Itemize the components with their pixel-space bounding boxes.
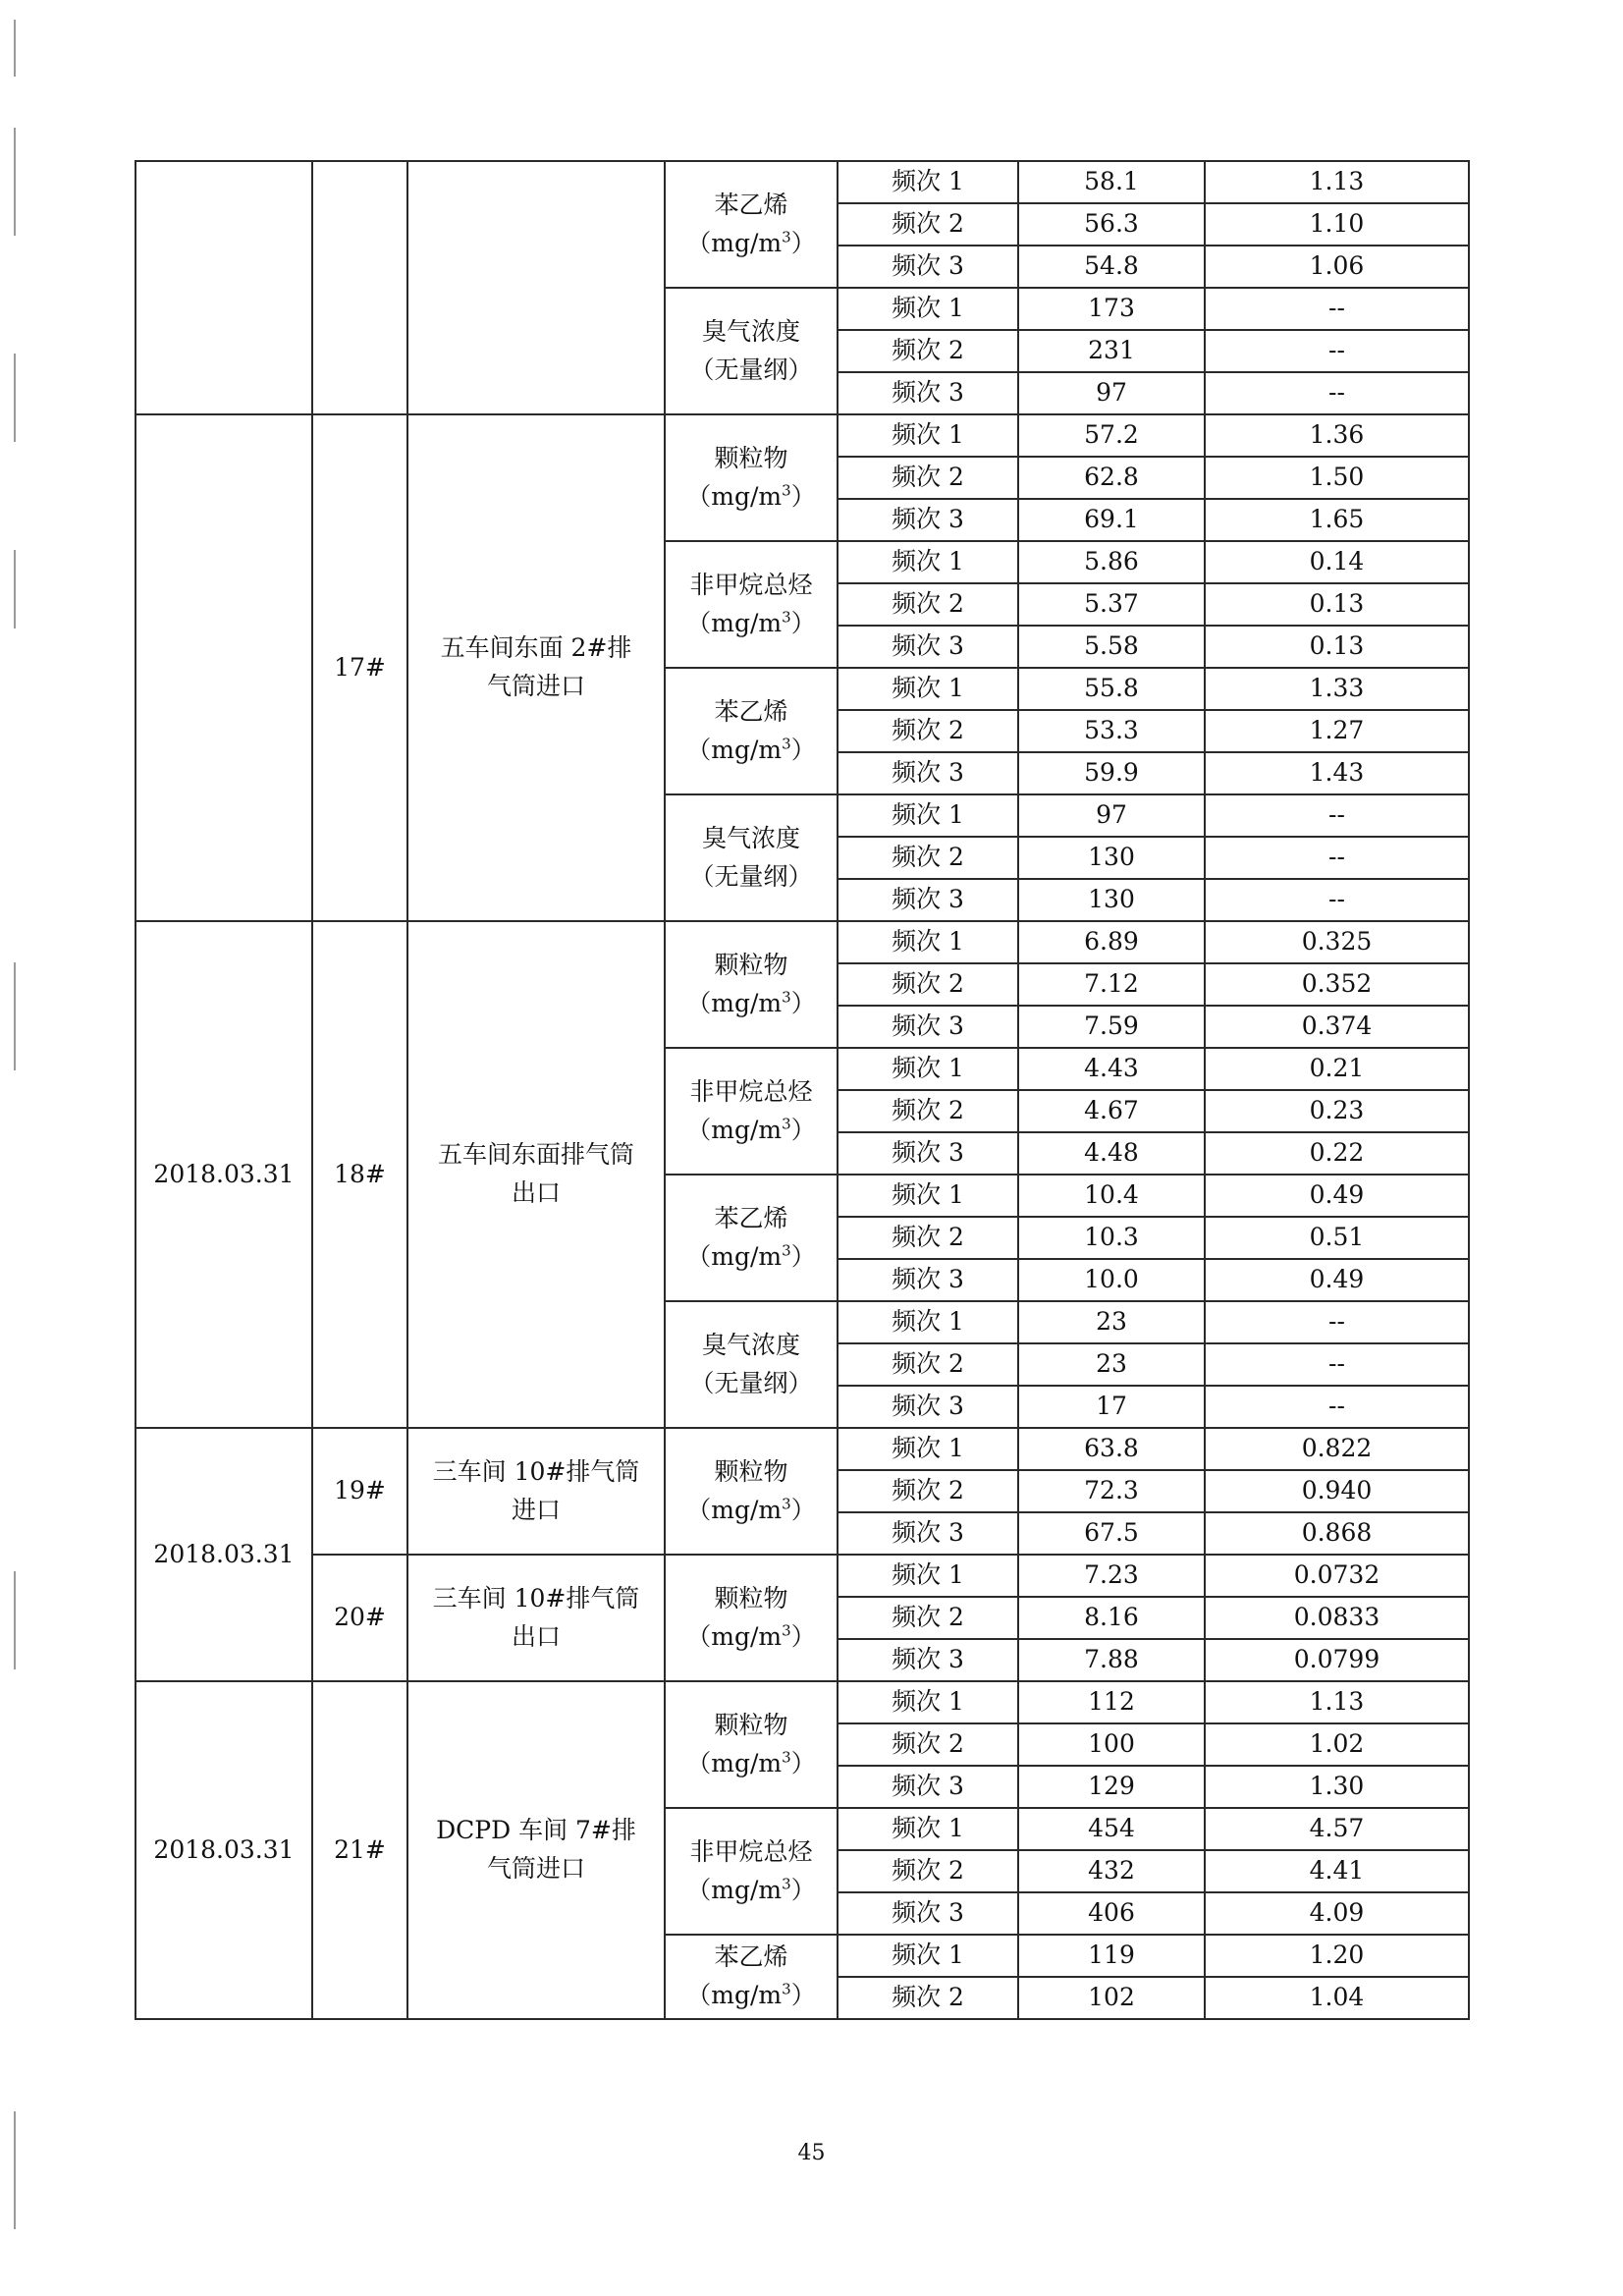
location-cell: 三车间 10#排气筒出口 — [407, 1555, 665, 1681]
emission-rate-cell: -- — [1205, 837, 1469, 879]
emission-rate-cell: 1.50 — [1205, 457, 1469, 499]
frequency-cell: 频次 1 — [838, 541, 1018, 583]
frequency-cell: 频次 2 — [838, 1723, 1018, 1766]
frequency-cell: 频次 2 — [838, 330, 1018, 372]
concentration-cell: 130 — [1018, 837, 1205, 879]
emission-rate-cell: 0.13 — [1205, 626, 1469, 668]
pollutant-cell: 颗粒物 $(mg/m^3)$ — [665, 921, 838, 1048]
pollutant-cell: 非甲烷总烃 $(mg/m^3)$ — [665, 1048, 838, 1175]
date-cell: 2018.03.31 — [135, 921, 312, 1428]
emission-rate-cell: -- — [1205, 372, 1469, 414]
concentration-cell: 231 — [1018, 330, 1205, 372]
scan-edge-mark — [14, 128, 16, 236]
concentration-cell: 100 — [1018, 1723, 1205, 1766]
frequency-cell: 频次 3 — [838, 879, 1018, 921]
concentration-cell: 63.8 — [1018, 1428, 1205, 1470]
pollutant-cell: 颗粒物 $(mg/m^3)$ — [665, 1681, 838, 1808]
frequency-cell: 频次 2 — [838, 1850, 1018, 1892]
pollutant-cell: 臭气浓度 （无量纲） — [665, 794, 838, 921]
location-cell: DCPD 车间 7#排气筒进口 — [407, 1681, 665, 2019]
frequency-cell: 频次 1 — [838, 794, 1018, 837]
concentration-cell: 56.3 — [1018, 203, 1205, 246]
table-row — [135, 921, 1469, 963]
point-id-cell: 19# — [312, 1428, 407, 1555]
table-row — [135, 1555, 1469, 1597]
concentration-cell: 59.9 — [1018, 752, 1205, 794]
concentration-cell: 8.16 — [1018, 1597, 1205, 1639]
emission-rate-cell: 4.57 — [1205, 1808, 1469, 1850]
frequency-cell: 频次 2 — [838, 1977, 1018, 2019]
emission-rate-cell: 0.374 — [1205, 1006, 1469, 1048]
table-row — [135, 414, 1469, 457]
frequency-cell: 频次 1 — [838, 1175, 1018, 1217]
point-id-cell: 21# — [312, 1681, 407, 2019]
frequency-cell: 频次 3 — [838, 372, 1018, 414]
date-cell — [135, 414, 312, 921]
concentration-cell: 7.12 — [1018, 963, 1205, 1006]
frequency-cell: 频次 1 — [838, 1935, 1018, 1977]
scan-edge-mark — [14, 962, 16, 1070]
frequency-cell: 频次 1 — [838, 1681, 1018, 1723]
concentration-cell: 62.8 — [1018, 457, 1205, 499]
pollutant-cell: 非甲烷总烃 $(mg/m^3)$ — [665, 1808, 838, 1935]
concentration-cell: 173 — [1018, 288, 1205, 330]
emission-rate-cell: 1.13 — [1205, 1681, 1469, 1723]
concentration-cell: 7.88 — [1018, 1639, 1205, 1681]
emission-rate-cell: 4.41 — [1205, 1850, 1469, 1892]
emission-rate-cell: 0.49 — [1205, 1259, 1469, 1301]
concentration-cell: 53.3 — [1018, 710, 1205, 752]
frequency-cell: 频次 2 — [838, 1343, 1018, 1386]
concentration-cell: 58.1 — [1018, 161, 1205, 203]
point-id-cell — [312, 161, 407, 414]
emission-rate-cell: 0.0833 — [1205, 1597, 1469, 1639]
concentration-cell: 5.86 — [1018, 541, 1205, 583]
frequency-cell: 频次 3 — [838, 1386, 1018, 1428]
emission-rate-cell: 1.13 — [1205, 161, 1469, 203]
concentration-cell: 17 — [1018, 1386, 1205, 1428]
frequency-cell: 频次 2 — [838, 583, 1018, 626]
pollutant-cell: 非甲烷总烃 $(mg/m^3)$ — [665, 541, 838, 668]
table-row — [135, 161, 1469, 203]
concentration-cell: 97 — [1018, 372, 1205, 414]
location-cell: 五车间东面排气筒出口 — [407, 921, 665, 1428]
frequency-cell: 频次 3 — [838, 626, 1018, 668]
emission-rate-cell: 1.65 — [1205, 499, 1469, 541]
frequency-cell: 频次 2 — [838, 710, 1018, 752]
concentration-cell: 454 — [1018, 1808, 1205, 1850]
emission-rate-cell: 0.940 — [1205, 1470, 1469, 1512]
concentration-cell: 129 — [1018, 1766, 1205, 1808]
emission-rate-cell: 0.22 — [1205, 1132, 1469, 1175]
frequency-cell: 频次 1 — [838, 1428, 1018, 1470]
concentration-cell: 7.23 — [1018, 1555, 1205, 1597]
scan-edge-mark — [14, 2111, 16, 2229]
table-row — [135, 1428, 1469, 1470]
emission-rate-cell: 1.10 — [1205, 203, 1469, 246]
concentration-cell: 7.59 — [1018, 1006, 1205, 1048]
emission-rate-cell: 1.02 — [1205, 1723, 1469, 1766]
frequency-cell: 频次 3 — [838, 1132, 1018, 1175]
emission-rate-cell: -- — [1205, 1301, 1469, 1343]
emission-rate-cell: 4.09 — [1205, 1892, 1469, 1935]
concentration-cell: 4.48 — [1018, 1132, 1205, 1175]
concentration-cell: 130 — [1018, 879, 1205, 921]
frequency-cell: 频次 2 — [838, 963, 1018, 1006]
emission-rate-cell: -- — [1205, 288, 1469, 330]
emission-rate-cell: 1.27 — [1205, 710, 1469, 752]
frequency-cell: 频次 3 — [838, 246, 1018, 288]
frequency-cell: 频次 2 — [838, 1217, 1018, 1259]
emission-rate-cell: 1.33 — [1205, 668, 1469, 710]
frequency-cell: 频次 1 — [838, 1301, 1018, 1343]
concentration-cell: 55.8 — [1018, 668, 1205, 710]
frequency-cell: 频次 1 — [838, 1808, 1018, 1850]
point-id-cell: 20# — [312, 1555, 407, 1681]
emission-rate-cell: 1.30 — [1205, 1766, 1469, 1808]
frequency-cell: 频次 3 — [838, 499, 1018, 541]
frequency-cell: 频次 2 — [838, 1597, 1018, 1639]
concentration-cell: 23 — [1018, 1301, 1205, 1343]
frequency-cell: 频次 3 — [838, 1639, 1018, 1681]
emission-rate-cell: 1.06 — [1205, 246, 1469, 288]
date-cell: 2018.03.31 — [135, 1681, 312, 2019]
frequency-cell: 频次 3 — [838, 1766, 1018, 1808]
concentration-cell: 5.37 — [1018, 583, 1205, 626]
emission-rate-cell: 0.23 — [1205, 1090, 1469, 1132]
emission-rate-cell: 0.14 — [1205, 541, 1469, 583]
pollutant-cell: 苯乙烯 $(mg/m^3)$ — [665, 1175, 838, 1301]
frequency-cell: 频次 2 — [838, 457, 1018, 499]
emission-rate-cell: 1.36 — [1205, 414, 1469, 457]
concentration-cell: 69.1 — [1018, 499, 1205, 541]
emission-rate-cell: 0.0732 — [1205, 1555, 1469, 1597]
frequency-cell: 频次 3 — [838, 1006, 1018, 1048]
emission-rate-cell: -- — [1205, 330, 1469, 372]
concentration-cell: 10.3 — [1018, 1217, 1205, 1259]
frequency-cell: 频次 2 — [838, 837, 1018, 879]
concentration-cell: 112 — [1018, 1681, 1205, 1723]
emission-rate-cell: 0.51 — [1205, 1217, 1469, 1259]
frequency-cell: 频次 1 — [838, 668, 1018, 710]
frequency-cell: 频次 2 — [838, 1470, 1018, 1512]
emission-rate-cell: 0.325 — [1205, 921, 1469, 963]
frequency-cell: 频次 3 — [838, 1512, 1018, 1555]
pollutant-cell: 颗粒物 $(mg/m^3)$ — [665, 1428, 838, 1555]
location-cell — [407, 161, 665, 414]
frequency-cell: 频次 1 — [838, 161, 1018, 203]
scan-edge-mark — [14, 20, 16, 77]
concentration-cell: 432 — [1018, 1850, 1205, 1892]
pollutant-cell: 苯乙烯 $(mg/m^3)$ — [665, 668, 838, 794]
location-cell: 三车间 10#排气筒进口 — [407, 1428, 665, 1555]
date-cell: 2018.03.31 — [135, 1428, 312, 1681]
pollutant-cell: 臭气浓度 （无量纲） — [665, 288, 838, 414]
frequency-cell: 频次 3 — [838, 752, 1018, 794]
frequency-cell: 频次 1 — [838, 1048, 1018, 1090]
emission-rate-cell: 1.04 — [1205, 1977, 1469, 2019]
concentration-cell: 119 — [1018, 1935, 1205, 1977]
emission-rate-cell: 0.868 — [1205, 1512, 1469, 1555]
pollutant-cell: 颗粒物 $(mg/m^3)$ — [665, 414, 838, 541]
concentration-cell: 406 — [1018, 1892, 1205, 1935]
frequency-cell: 频次 1 — [838, 1555, 1018, 1597]
emission-rate-cell: 0.822 — [1205, 1428, 1469, 1470]
concentration-cell: 57.2 — [1018, 414, 1205, 457]
point-id-cell: 17# — [312, 414, 407, 921]
point-id-cell: 18# — [312, 921, 407, 1428]
emission-rate-cell: -- — [1205, 794, 1469, 837]
concentration-cell: 4.43 — [1018, 1048, 1205, 1090]
concentration-cell: 97 — [1018, 794, 1205, 837]
scan-edge-mark — [14, 354, 16, 442]
frequency-cell: 频次 2 — [838, 1090, 1018, 1132]
emission-rate-cell: 0.13 — [1205, 583, 1469, 626]
concentration-cell: 6.89 — [1018, 921, 1205, 963]
table-row — [135, 1681, 1469, 1723]
frequency-cell: 频次 1 — [838, 288, 1018, 330]
pollutant-cell: 苯乙烯 $(mg/m^3)$ — [665, 1935, 838, 2019]
emission-rate-cell: 0.21 — [1205, 1048, 1469, 1090]
date-cell — [135, 161, 312, 414]
location-cell: 五车间东面 2#排气筒进口 — [407, 414, 665, 921]
emission-rate-cell: -- — [1205, 1343, 1469, 1386]
concentration-cell: 4.67 — [1018, 1090, 1205, 1132]
concentration-cell: 5.58 — [1018, 626, 1205, 668]
pollutant-cell: 颗粒物 $(mg/m^3)$ — [665, 1555, 838, 1681]
frequency-cell: 频次 1 — [838, 921, 1018, 963]
concentration-cell: 10.4 — [1018, 1175, 1205, 1217]
frequency-cell: 频次 3 — [838, 1892, 1018, 1935]
emission-rate-cell: 0.352 — [1205, 963, 1469, 1006]
concentration-cell: 23 — [1018, 1343, 1205, 1386]
emission-rate-cell: 1.20 — [1205, 1935, 1469, 1977]
scan-edge-mark — [14, 550, 16, 629]
frequency-cell: 频次 2 — [838, 203, 1018, 246]
emission-rate-cell: 0.49 — [1205, 1175, 1469, 1217]
emission-rate-cell: -- — [1205, 879, 1469, 921]
concentration-cell: 67.5 — [1018, 1512, 1205, 1555]
concentration-cell: 10.0 — [1018, 1259, 1205, 1301]
scan-edge-mark — [14, 1571, 16, 1669]
concentration-cell: 102 — [1018, 1977, 1205, 2019]
pollutant-cell: 苯乙烯 $(mg/m^3)$ — [665, 161, 838, 288]
monitoring-table — [135, 160, 1470, 2020]
emission-rate-cell: -- — [1205, 1386, 1469, 1428]
frequency-cell: 频次 3 — [838, 1259, 1018, 1301]
concentration-cell: 72.3 — [1018, 1470, 1205, 1512]
frequency-cell: 频次 1 — [838, 414, 1018, 457]
pollutant-cell: 臭气浓度 （无量纲） — [665, 1301, 838, 1428]
concentration-cell: 54.8 — [1018, 246, 1205, 288]
emission-rate-cell: 0.0799 — [1205, 1639, 1469, 1681]
emission-rate-cell: 1.43 — [1205, 752, 1469, 794]
page-number: 45 — [797, 2141, 826, 2165]
